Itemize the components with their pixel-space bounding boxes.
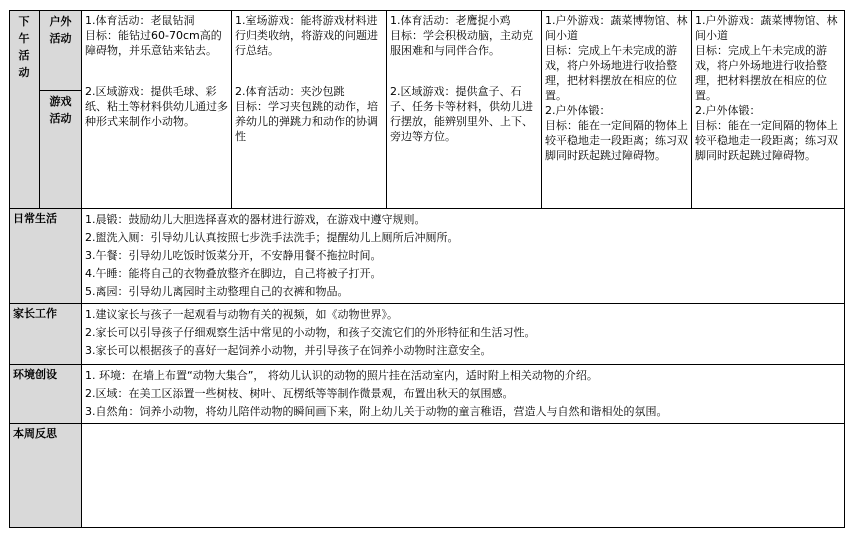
reflection-row — [10, 424, 845, 528]
afternoon-col-4 — [542, 11, 692, 209]
daily-item: 1.晨锻：鼓励幼儿大胆选择喜欢的器材进行游戏，在游戏中遵守规则。 — [85, 213, 426, 226]
spacer — [235, 71, 383, 84]
afternoon-col-1 — [82, 11, 232, 209]
spacer — [85, 71, 228, 84]
game-label: 游戏活动 — [49, 95, 72, 125]
parent-work-row — [10, 304, 845, 365]
activity-goal: 目标：能钻过60-70cm高的障碍物，并乐意钻来钻去。 — [85, 29, 222, 57]
activity-goal: 目标：能在一定间隔的物体上较平稳地走一段距离；练习双脚同时跃起跳过障碍物。 — [695, 119, 838, 162]
environment-row — [10, 365, 845, 424]
spacer — [390, 58, 538, 71]
parents-label-cell — [10, 304, 82, 365]
activity-title: 1.户外游戏：蔬菜博物馆、林间小道 — [545, 14, 688, 42]
parents-item: 2.家长可以引导孩子仔细观察生活中常见的小动物，和孩子交流它们的外形特征和生活习性。 — [85, 326, 536, 339]
activity-title: 1.体育活动：老鹰捉小鸡 — [390, 14, 511, 27]
environment-label: 环境创设 — [13, 368, 57, 381]
afternoon-col-3 — [387, 11, 542, 209]
environment-item: 2.区域：在美工区添置一些树枝、树叶、瓦楞纸等等制作微景观，布置出秋天的氛围感。 — [85, 387, 514, 400]
parents-item: 3.家长可以根据孩子的喜好一起饲养小动物，并引导孩子在饲养小动物时注意安全。 — [85, 344, 492, 357]
parents-label: 家长工作 — [13, 307, 57, 320]
daily-content — [82, 209, 845, 304]
activity-goal: 目标：学会积极动脑，主动克服困难和与同伴合作。 — [390, 29, 533, 57]
reflection-label: 本周反思 — [13, 427, 57, 440]
activity-title: 1.户外游戏：蔬菜博物馆、林间小道 — [695, 14, 838, 42]
activity-title: 2.区域游戏：提供毛球、彩纸、粘土等材料供幼儿通过多种形式来制作小动物。 — [85, 85, 228, 128]
environment-label-cell — [10, 365, 82, 424]
daily-item: 4.午睡：能将自己的衣物叠放整齐在脚边，自己将被子打开。 — [85, 267, 382, 280]
activity-goal: 目标：完成上午未完成的游戏，将户外场地进行收拾整理，把材料摆放在相应的位置。 — [545, 44, 677, 102]
daily-item: 2.盥洗入厕：引导幼儿认真按照七步洗手法洗手；提醒幼儿上厕所后冲厕所。 — [85, 231, 459, 244]
afternoon-outdoor-row — [10, 11, 845, 91]
spacer — [390, 71, 538, 84]
environment-content — [82, 365, 845, 424]
reflection-content[interactable] — [82, 424, 845, 528]
activity-goal: 目标：学习夹包跳的动作，培养幼儿的弹跳力和动作的协调性 — [235, 100, 378, 143]
environment-item: 1. 环境：在墙上布置“动物大集合”， 将幼儿认识的动物的照片挂在活动室内，适时附上相关动物的介绍。 — [85, 369, 598, 382]
activity-title: 2.区域游戏：提供盒子、石子、任务卡等材料，供幼儿进行摆放，能辨别里外、上下、旁边等方位。 — [390, 85, 533, 143]
parents-content — [82, 304, 845, 365]
parents-item: 1.建议家长与孩子一起观看与动物有关的视频，如《动物世界》。 — [85, 308, 398, 321]
daily-label: 日常生活 — [13, 212, 57, 225]
reflection-label-cell — [10, 424, 82, 528]
afternoon-label: 下午活动 — [18, 15, 31, 79]
daily-label-cell — [10, 209, 82, 304]
daily-item: 5.离园：引导幼儿离园时主动整理自己的衣裤和物品。 — [85, 285, 349, 298]
environment-item: 3.自然角：饲养小动物，将幼儿陪伴动物的瞬间画下来，附上幼儿关于动物的童言稚语，营造人与自然和谐相处的氛围。 — [85, 405, 668, 418]
weekly-plan-table — [9, 10, 845, 528]
daily-life-row — [10, 209, 845, 304]
game-label-cell — [40, 91, 82, 209]
activity-goal: 目标：完成上午未完成的游戏，将户外场地进行收拾整理，把材料摆放在相应的位置。 — [695, 44, 827, 102]
outdoor-label-cell — [40, 11, 82, 91]
activity-title: 1.体育活动：老鼠钻洞 — [85, 14, 195, 27]
activity-title: 2.户外体锻： — [545, 104, 611, 117]
activity-title: 1.室场游戏：能将游戏材料进行归类收纳，将游戏的问题进行总结。 — [235, 14, 378, 57]
afternoon-col-5 — [692, 11, 845, 209]
spacer — [85, 58, 228, 71]
outdoor-label: 户外活动 — [49, 15, 72, 45]
afternoon-col-2 — [232, 11, 387, 209]
spacer — [235, 58, 383, 71]
activity-title: 2.体育活动：夹沙包跳 — [235, 85, 345, 98]
afternoon-label-cell — [10, 11, 40, 209]
daily-item: 3.午餐：引导幼儿吃饭时饭菜分开，不安静用餐不拖拉时间。 — [85, 249, 382, 262]
activity-goal: 目标：能在一定间隔的物体上较平稳地走一段距离；练习双脚同时跃起跳过障碍物。 — [545, 119, 688, 162]
activity-title: 2.户外体锻： — [695, 104, 761, 117]
